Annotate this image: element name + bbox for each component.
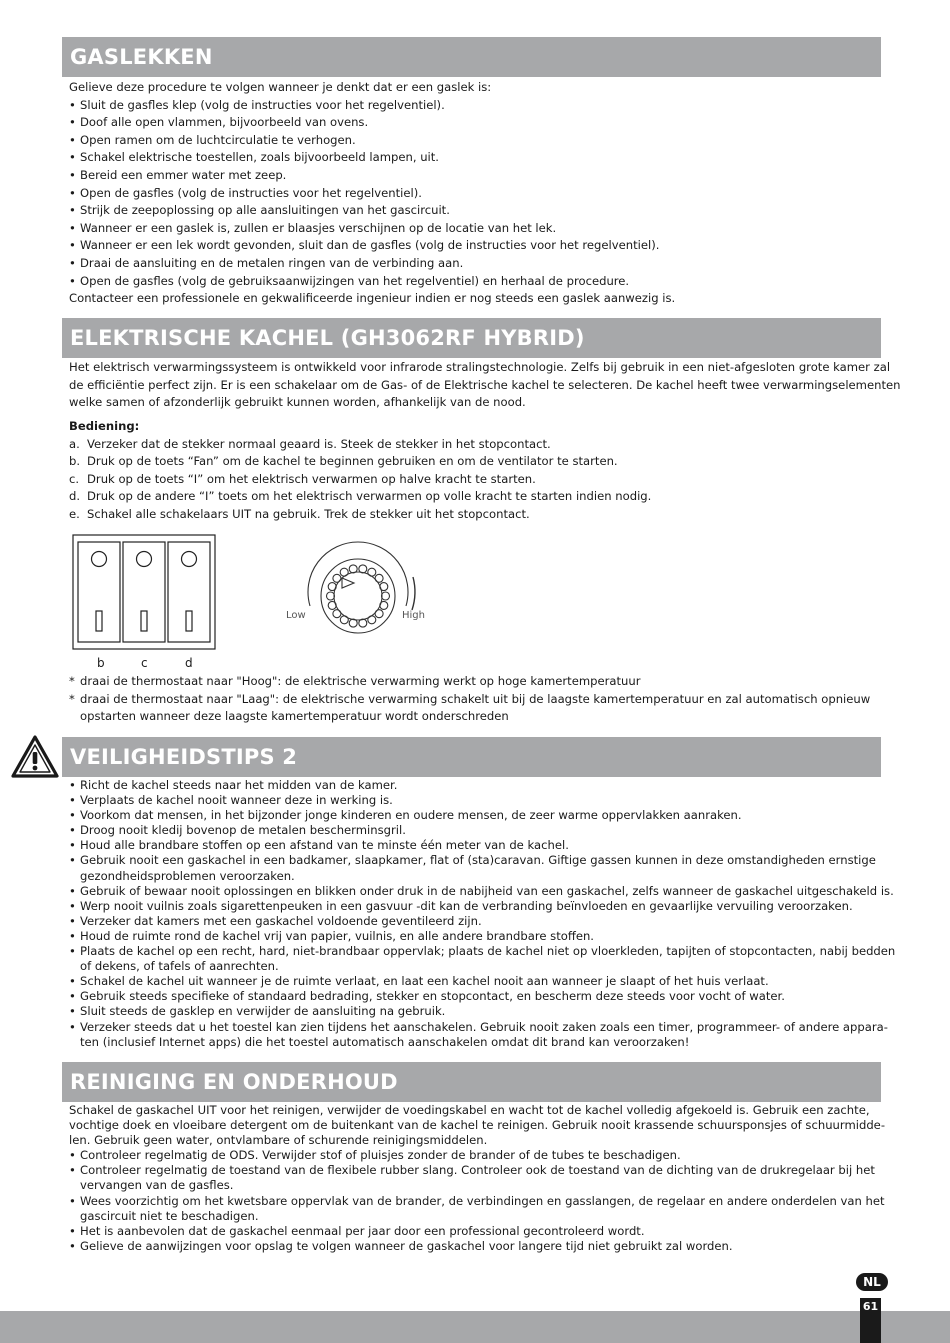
section-header-elektrisch: [62, 318, 881, 358]
list-item-text: Houd alle brandbare stoffen op een afstand van te minste één meter van de kachel.: [80, 838, 569, 853]
bullet-mark: •: [69, 853, 76, 868]
bullet-mark: •: [69, 150, 76, 165]
step-text: Verzeker dat de stekker normaal geaard is. Steek de stekker in het stopcontact.: [87, 436, 551, 451]
list-item-text: Verplaats de kachel nooit wanneer deze in werking is.: [80, 793, 393, 808]
bullet-mark: •: [69, 1004, 76, 1019]
list-item: [69, 899, 881, 914]
list-item: [69, 989, 881, 1004]
note-text: opstarten wanneer deze laagste kamertemperatuur wordt onderschreden: [80, 709, 509, 724]
bediening-step: [69, 471, 881, 489]
list-item: [69, 1239, 881, 1254]
list-item: [69, 974, 881, 989]
bediening-steps-list: [69, 436, 881, 524]
bediening-step: [69, 506, 881, 524]
list-item-text: Sluit de gasfles klep (volg de instructies voor het regelventiel).: [80, 97, 445, 112]
gaslek-bullet-list: [69, 97, 881, 291]
bullet-mark: •: [69, 898, 76, 913]
note-text: draai de thermostaat naar "Laag": de elektrische verwarming schakelt uit bij de laagste kamertemperatuur en zal automatisch opnieuw: [80, 691, 871, 706]
section-title: GASLEKKEN: [70, 45, 213, 69]
step-text: Druk op de toets “Fan” om de kachel te beginnen gebruiken en om de ventilator te starten.: [87, 454, 618, 469]
list-item-text: Open de gasfles (volg de gebruiksaanwijzingen van het regelventiel) en herhaal de procedure.: [80, 273, 630, 288]
step-letter: b.: [69, 454, 81, 469]
step-text: Druk op de andere “I” toets om het elektrisch verwarmen op volle kracht te starten indien nodig.: [87, 489, 652, 504]
bullet-mark: •: [69, 115, 76, 130]
list-item: [69, 149, 881, 167]
switch-label-c: c: [141, 656, 148, 670]
bullet-mark: •: [69, 989, 76, 1004]
list-item-text: Open ramen om de luchtcirculatie te verhogen.: [80, 132, 356, 147]
bullet-mark: •: [69, 132, 76, 147]
bullet-mark: •: [69, 167, 76, 182]
elektrisch-intro: [69, 359, 901, 412]
list-item: [69, 793, 881, 808]
bullet-mark: •: [69, 928, 76, 943]
bediening-step: [69, 488, 881, 506]
switch-panel-figure: [72, 534, 218, 652]
step-letter: e.: [69, 506, 80, 521]
list-item-text: Open de gasfles (volg de instructies voor het regelventiel).: [80, 185, 422, 200]
list-item: [69, 778, 881, 793]
list-item-text: Verzeker steeds dat u het toestel kan zien tijdens het aanschakelen. Gebruik nooit zaken zoals een timer, programmeer- of andere appara-: [80, 1019, 888, 1034]
list-item-text: Het is aanbevolen dat de gaskachel eenmaal per jaar door een professional gecontroleerd wordt.: [80, 1223, 645, 1238]
footer-bar: [0, 1311, 950, 1343]
list-item: [69, 1019, 888, 1050]
list-item: [69, 1193, 885, 1224]
list-item-text: Gelieve de aanwijzingen voor opslag te volgen wanneer de gaskachel voor langere tijd niet gebruikt zal worden.: [80, 1238, 733, 1253]
bediening-subhead: Bediening:: [69, 419, 140, 433]
list-item-text: Gebruik nooit een gaskachel in een badkamer, slaapkamer, flat of (sta)caravan. Giftige gassen kunnen in deze omstandigheden ernstige: [80, 853, 876, 868]
section-title: VEILIGHEIDSTIPS 2: [70, 745, 298, 769]
list-item-text: Schakel elektrische toestellen, zoals bijvoorbeeld lampen, uit.: [80, 150, 439, 165]
veiligheid-bullet-list: [69, 778, 896, 1050]
thermostaat-note-list: [69, 673, 881, 726]
dial-low-label: Low: [286, 610, 306, 621]
bullet-mark: •: [69, 273, 76, 288]
list-item: [69, 185, 881, 203]
bullet-mark: •: [69, 203, 76, 218]
bullet-mark: •: [69, 808, 76, 823]
thermostat-dial-figure: [280, 530, 440, 660]
list-item-text: Doof alle open vlammen, bijvoorbeeld van ovens.: [80, 115, 369, 130]
list-item-text: Gebruik steeds specifieke of standaard bedrading, stekker en stopcontact, en bescherm deze steeds voor vocht of water.: [80, 989, 785, 1004]
list-item: [69, 1148, 881, 1163]
gaslek-outro: Contacteer een professionele en gekwalificeerde ingenieur indien er nog steeds een gaslek aanwezig is.: [69, 291, 676, 306]
list-item: [69, 97, 881, 115]
list-item: [69, 944, 896, 974]
gaslek-content: [69, 79, 881, 308]
list-item-text: gascircuit niet te beschadigen.: [80, 1208, 259, 1223]
list-item: [69, 255, 881, 273]
list-item: [69, 929, 881, 944]
list-item: [69, 237, 881, 255]
elektrisch-intro-paragraph: [69, 359, 901, 412]
note-asterisk: *: [69, 674, 75, 688]
list-item: [69, 220, 881, 238]
list-item: [69, 1004, 881, 1019]
list-item-text: Droog nooit kledij bovenop de metalen bescherminsgril.: [80, 823, 406, 838]
reiniging-bullet-list: [69, 1148, 885, 1254]
list-item-text: Plaats de kachel op een recht, hard, niet-brandbaar oppervlak; plaats de kachel niet op vloerkleden, tapijten of stopcontacten, nabij bedden: [80, 944, 896, 959]
list-item: [69, 114, 881, 132]
list-item: [69, 808, 881, 823]
bullet-mark: •: [69, 1193, 76, 1208]
list-item: [69, 132, 881, 150]
switch-label-d: d: [185, 656, 193, 670]
list-item-text: Controleer regelmatig de ODS. Verwijder stof of pluisjes zonder de brander of de tubes te beschadigen.: [80, 1148, 681, 1163]
intro-line: Schakel de gaskachel UIT voor het reinigen, verwijder de voedingskabel en wacht tot de kachel volledig afgekoeld is. Gebruik een zachte,: [69, 1103, 870, 1117]
note-asterisk: *: [69, 691, 75, 706]
bullet-mark: •: [69, 838, 76, 853]
list-item-text: Voorkom dat mensen, in het bijzonder jonge kinderen en oudere mensen, de zeer warme oppervlakken aanraken.: [80, 808, 742, 823]
list-item-text: Wanneer er een lek wordt gevonden, sluit dan de gasfles (volg de instructies voor het regelventiel).: [80, 238, 660, 253]
section-header-veiligheidstips: [62, 737, 881, 777]
step-text: Schakel alle schakelaars UIT na gebruik. Trek de stekker uit het stopcontact.: [87, 506, 530, 521]
reiniging-intro-paragraph: [69, 1103, 885, 1148]
list-item: [69, 838, 881, 853]
list-item-text: Houd de ruimte rond de kachel vrij van papier, vuilnis, en alle andere brandbare stoffen.: [80, 928, 594, 943]
intro-line: welke samen of afzonderlijk gebruikt kunnen worden, afhankelijk van de nood.: [69, 395, 526, 410]
section-header-reiniging: [62, 1062, 881, 1102]
warning-triangle-icon: [10, 734, 60, 779]
thermostat-knob-icon: [308, 542, 415, 633]
gaslek-intro: Gelieve deze procedure te volgen wanneer je denkt dat er een gaslek is:: [69, 80, 492, 94]
list-item: [69, 883, 894, 899]
bullet-mark: •: [69, 1238, 76, 1253]
bediening-step: [69, 436, 881, 454]
list-item: [69, 1163, 881, 1193]
thermostaat-notes: [69, 673, 881, 726]
bullet-mark: •: [69, 97, 76, 112]
bullet-mark: •: [69, 974, 76, 989]
bullet-mark: •: [69, 1019, 76, 1034]
list-item-text: Strijk de zeepoplossing op alle aansluitingen van het gascircuit.: [80, 203, 450, 218]
list-item: [69, 914, 881, 929]
bullet-mark: •: [69, 793, 76, 808]
list-item-text: Wanneer er een gaslek is, zullen er blaasjes verschijnen op de locatie van het lek.: [80, 220, 557, 235]
list-item-text: vervangen van de gasfles.: [80, 1178, 234, 1193]
page-number: 61: [862, 1300, 879, 1313]
list-item-text: Richt de kachel steeds naar het midden van de kamer.: [80, 778, 398, 792]
list-item: [69, 1224, 881, 1239]
list-item: [69, 167, 881, 185]
reiniging-content: [69, 1103, 885, 1254]
section-title: ELEKTRISCHE KACHEL (GH3062RF HYBRID): [70, 326, 585, 350]
bullet-mark: •: [69, 778, 76, 792]
bullet-mark: •: [69, 944, 76, 959]
bediening-block: [69, 418, 881, 524]
bullet-mark: •: [69, 1163, 76, 1178]
step-letter: d.: [69, 489, 81, 504]
page-number-badge: [860, 1298, 881, 1343]
language-badge: NL: [856, 1273, 888, 1291]
list-item-text: Controleer regelmatig de toestand van de flexibele rubber slang. Controleer ook de toestand van de dichting van de drukregelaar bij het: [80, 1163, 875, 1178]
list-item: [69, 823, 881, 838]
list-item: [69, 853, 881, 883]
list-item-text: Schakel de kachel uit wanneer je de ruimte verlaat, en laat een kachel nooit aan wanneer je slaapt of het huis verlaat.: [80, 974, 769, 989]
note-text: draai de thermostaat naar "Hoog": de elektrische verwarming werkt op hoge kamertemperatuur: [80, 674, 641, 688]
bullet-mark: •: [69, 1148, 76, 1163]
list-item-text: gezondheidsproblemen veroorzaken.: [80, 868, 295, 883]
bullet-mark: •: [69, 1223, 76, 1238]
list-item: [69, 273, 881, 291]
bullet-mark: •: [69, 913, 76, 928]
section-title: REINIGING EN ONDERHOUD: [70, 1070, 398, 1094]
bullet-mark: •: [69, 255, 76, 270]
thermostaat-note: [69, 691, 881, 726]
list-item-text: of dekens, of tafels of aanrechten.: [80, 959, 279, 974]
list-item-text: Wees voorzichtig om het kwetsbare oppervlak van de brander, de verbindingen en gasslangen, de regelaar en andere onderdelen van het: [80, 1193, 885, 1208]
intro-line: de efficiëntie perfect zijn. Er is een schakelaar om de Gas- of de Elektrische kachel te selecteren. De kachel heeft twee verwarmingselementen: [69, 377, 901, 392]
list-item-text: Bereid een emmer water met zeep.: [80, 167, 287, 182]
intro-line: vochtige doek en vloeibare detergent om de buitenkant van de kachel te reinigen. Gebruik nooit krassende schuursponsjes of schuurmidde-: [69, 1118, 885, 1133]
list-item-text: Werp nooit vuilnis zoals sigarettenpeuken in een gasvuur -dit kan de verbranding beïnvloeden en gevaarlijke vervuiling veroorzaken.: [80, 898, 853, 913]
switch-label-b: b: [97, 656, 105, 670]
veiligheid-content: [69, 778, 896, 1050]
list-item-text: Gebruik of bewaar nooit oplossingen en blikken onder druk in de nabijheid van een gaskachel, zelfs wanneer de gaskachel uitgeschakeld is.: [80, 883, 894, 898]
bullet-mark: •: [69, 883, 76, 898]
list-item-text: ten (inclusief Internet apps) die het toestel automatisch aanschakelen omdat dit brand kan veroorzaken!: [80, 1034, 690, 1049]
step-letter: c.: [69, 471, 80, 486]
step-text: Druk op de toets “I” om het elektrisch verwarmen op halve kracht te starten.: [87, 471, 536, 486]
list-item-text: Sluit steeds de gasklep en verwijder de aansluiting na gebruik.: [80, 1004, 446, 1019]
bullet-mark: •: [69, 238, 76, 253]
step-letter: a.: [69, 436, 80, 451]
intro-line: len. Gebruik geen water, ontvlambare of schurende reinigingsmiddelen.: [69, 1133, 488, 1148]
bullet-mark: •: [69, 823, 76, 838]
list-item-text: Verzeker dat kamers met een gaskachel voldoende geventileerd zijn.: [80, 913, 482, 928]
section-header-gaslekken: [62, 37, 881, 77]
bediening-step: [69, 453, 881, 471]
dial-high-label: High: [402, 610, 425, 621]
thermostaat-note: [69, 673, 881, 691]
bullet-mark: •: [69, 185, 76, 200]
list-item: [69, 202, 881, 220]
list-item-text: Draai de aansluiting en de metalen ringen van de verbinding aan.: [80, 255, 464, 270]
bullet-mark: •: [69, 220, 76, 235]
intro-line: Het elektrisch verwarmingssysteem is ontwikkeld voor infrarode stralingstechnologie. Zelfs bij gebruik in een niet-afgesloten grote kamer zal: [69, 360, 891, 374]
